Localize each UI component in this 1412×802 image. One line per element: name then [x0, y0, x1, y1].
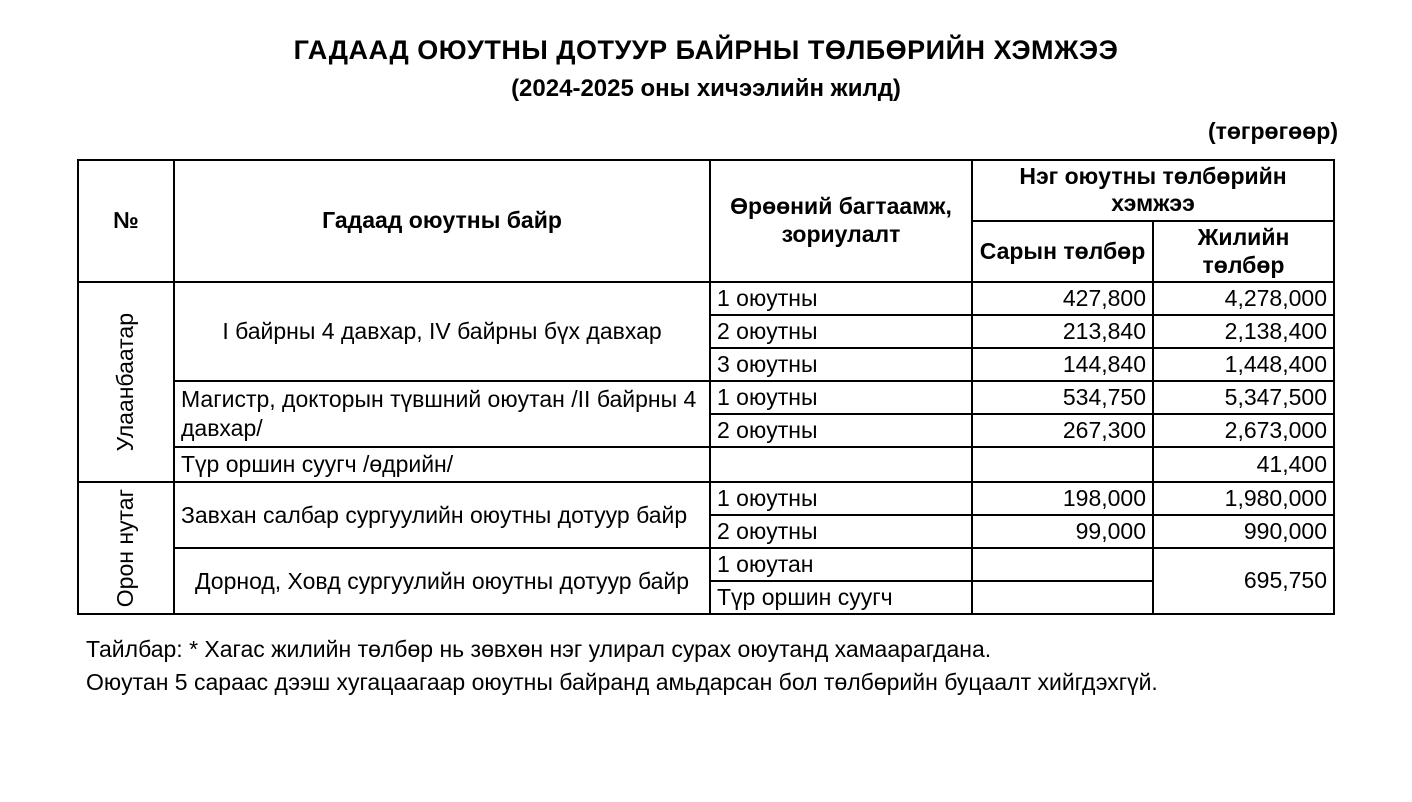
header-monthly: Сарын төлбөр [972, 221, 1153, 282]
capacity-cell [710, 447, 972, 482]
yearly-fee-cell: 5,347,500 [1153, 381, 1334, 414]
yearly-fee-cell: 41,400 [1153, 447, 1334, 482]
capacity-cell: 1 оюутан [710, 548, 972, 581]
monthly-fee-cell: 144,840 [972, 348, 1153, 381]
place-cell: Завхан салбар сургуулийн оюутны дотуур байр [174, 482, 710, 548]
title-block [0, 0, 1412, 104]
group-label-oron-nutag [78, 482, 174, 614]
monthly-fee-cell: 99,000 [972, 515, 1153, 548]
table-row [78, 482, 1334, 515]
table-header-row-1 [78, 160, 1334, 221]
capacity-cell: 1 оюутны [710, 482, 972, 515]
place-cell: I байрны 4 давхар, IV байрны бүх давхар [174, 282, 710, 381]
monthly-fee-cell [972, 447, 1153, 482]
yearly-fee-cell: 1,980,000 [1153, 482, 1334, 515]
yearly-fee-cell: 2,138,400 [1153, 315, 1334, 348]
capacity-cell: 1 оюутны [710, 381, 972, 414]
yearly-fee-cell: 4,278,000 [1153, 282, 1334, 315]
capacity-cell: 2 оюутны [710, 315, 972, 348]
yearly-fee-cell: 1,448,400 [1153, 348, 1334, 381]
monthly-fee-cell: 427,800 [972, 282, 1153, 315]
header-yearly: Жилийн төлбөр [1153, 221, 1334, 282]
header-per-student: Нэг оюутны төлбөрийн хэмжээ [972, 160, 1334, 221]
currency-note: (төгрөгөөр) [1207, 117, 1338, 144]
table-body [78, 282, 1334, 614]
capacity-cell: 2 оюутны [710, 515, 972, 548]
place-cell: Дорнод, Ховд сургуулийн оюутны дотуур байр [174, 548, 710, 614]
header-no: № [78, 160, 174, 282]
group-label-text: Орон нутаг [112, 488, 139, 607]
place-cell: Түр оршин суугч /өдрийн/ [174, 447, 710, 482]
yearly-fee-cell: 2,673,000 [1153, 414, 1334, 447]
capacity-cell: 1 оюутны [710, 282, 972, 315]
group-label-ulaanbaatar [78, 282, 174, 482]
monthly-fee-cell: 213,840 [972, 315, 1153, 348]
page-subtitle: (2024-2025 оны хичээлийн жилд) [511, 74, 901, 102]
header-capacity: Өрөөний багтаамж, зориулалт [710, 160, 972, 282]
table-row [78, 381, 1334, 414]
monthly-fee-cell [972, 548, 1153, 581]
yearly-fee-cell: 695,750 [1153, 548, 1334, 614]
monthly-fee-cell: 198,000 [972, 482, 1153, 515]
capacity-cell: Түр оршин суугч [710, 581, 972, 614]
header-place: Гадаад оюутны байр [174, 160, 710, 282]
capacity-cell: 3 оюутны [710, 348, 972, 381]
note-line-2: Оюутан 5 сараас дээш хугацаагаар оюутны байранд амьдарсан бол төлбөрийн буцаалт хийгдэхгүй. [86, 669, 1158, 696]
note-line-1: Тайлбар: * Хагас жилийн төлбөр нь зөвхөн нэг улирал сурах оюутанд хамаарагдана. [86, 635, 992, 662]
place-cell: Магистр, докторын түвшний оюутан /II байрны 4 давхар/ [174, 381, 710, 447]
page-title: ГАДААД ОЮУТНЫ ДОТУУР БАЙРНЫ ТӨЛБӨРИЙН ХЭМЖЭЭ [293, 35, 1119, 65]
yearly-fee-cell: 990,000 [1153, 515, 1334, 548]
table-row [78, 548, 1334, 581]
notes-block [0, 633, 1412, 700]
fee-table [77, 159, 1335, 615]
monthly-fee-cell [972, 581, 1153, 614]
table-head [78, 160, 1334, 282]
group-label-text: Улаанбаатар [112, 312, 139, 452]
monthly-fee-cell: 267,300 [972, 414, 1153, 447]
table-row [78, 447, 1334, 482]
monthly-fee-cell: 534,750 [972, 381, 1153, 414]
capacity-cell: 2 оюутны [710, 414, 972, 447]
table-row [78, 282, 1334, 315]
